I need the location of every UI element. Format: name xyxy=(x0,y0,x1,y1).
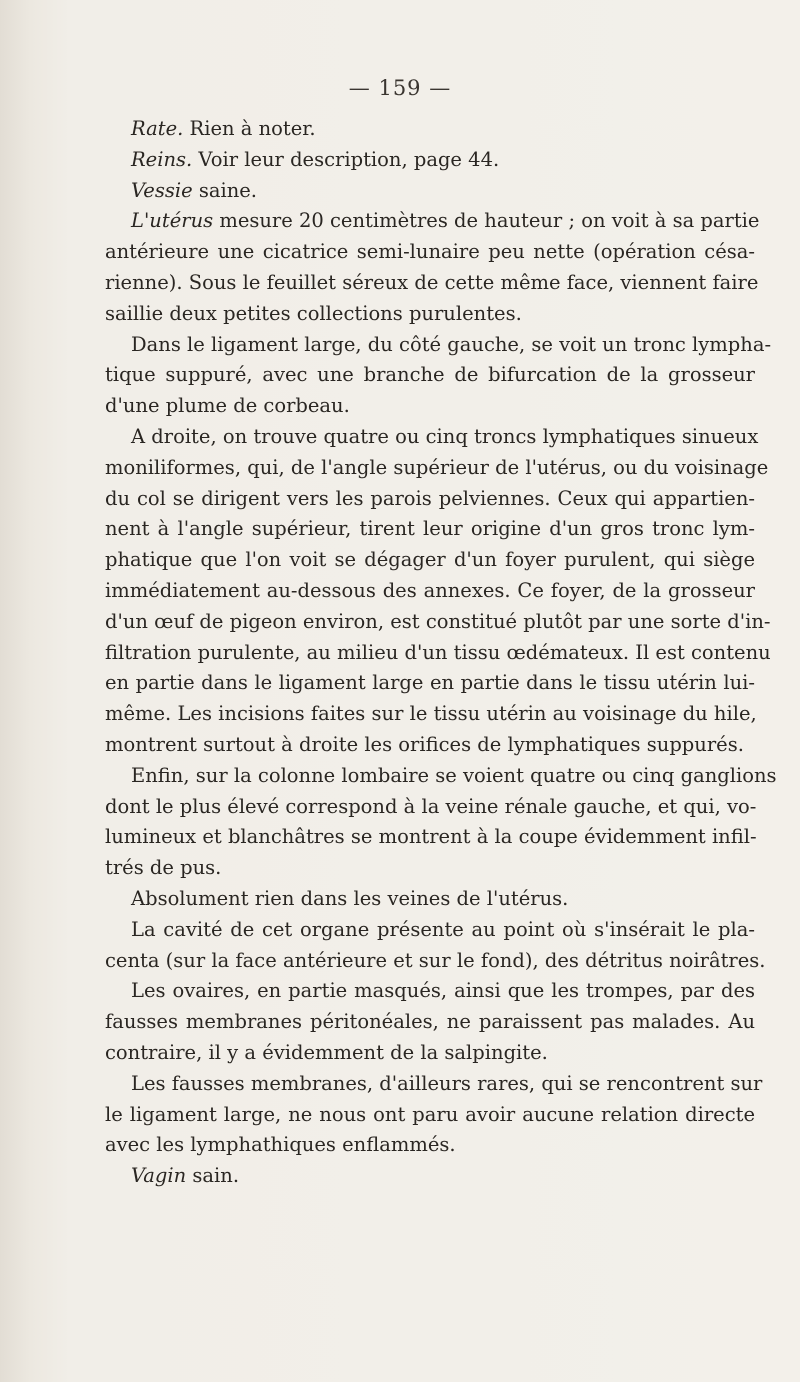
body-text xyxy=(105,114,777,1192)
paragraph-enfin: Enfin, sur la colonne lombaire se voient quatre ou cinq ganglions dont le plus élevé correspond à la veine rénale gauche, et qui, vo- lumineux et blanchâtres se montrent à la coupe évidemment infil- trés de pus. xyxy=(105,763,777,880)
paragraph-cavite: La cavité de cet organe présente au point où s'insérait le pla- centa (sur la face antérieure et sur le fond), des détritus noirâtres. Les ovaires, en partie masqués, ainsi que les trompes, par des fausses membranes péritonéales, ne paraissent pas malades. Au contraire, il y a évidemment de la salpingite. xyxy=(105,917,766,1064)
paragraph-rate: Rate. Rien à noter. xyxy=(131,117,316,140)
paragraph-ligament-gauche: Dans le ligament large, du côté gauche, se voit un tronc lympha- tique suppuré, avec une branche de bifurcation de la grosseur d'une plume de corbeau. xyxy=(105,332,772,418)
label-rate: Rate. xyxy=(131,117,184,140)
paragraph-uterus: L'utérus mesure 20 centimètres de hauteur ; on voit à sa partie antérieure une cicatrice semi-lunaire peu nette (opération césa- rienne). Sous le feuillet séreux de cette même face, viennent faire saillie deux petites collections purulentes. xyxy=(105,209,760,325)
page-number: — 159 — xyxy=(348,76,452,100)
paragraph-fausses-membranes: Les fausses membranes, d'ailleurs rares, qui se rencontrent sur le ligament large, ne nous ont paru avoir aucune relation directe avec les lymphathiques enflammés. xyxy=(105,1071,763,1157)
paragraph-vagin: Vagin sain. xyxy=(131,1164,240,1188)
paragraph-droite: A droite, on trouve quatre ou cinq troncs lymphatiques sinueux moniliformes, qui, de l'angle supérieur de l'utérus, ou du voisinage du col se dirigent vers les parois pelviennes. Ceux qui appartien- nent à l'angle supérieur, tirent leur origine d'un gros tronc lym- phatique que l'on voit se dégager d'un foyer purulent, qui siège immédiatement au-dessous des annexes. Ce foyer, de la grosseur d'un œuf de pigeon environ, est constitué plutôt par une sorte d'in- filtration purulente, au milieu d'un tissu œdémateux. Il est contenu en partie dans le ligament large en partie dans le tissu utérin lui- même. Les incisions faites sur le tissu utérin au voisinage du hile, montrent surtout à droite les orifices de lymphatiques suppurés. xyxy=(105,424,771,756)
label-vagin: Vagin xyxy=(131,1164,187,1188)
paragraph-reins: Reins. Voir leur description, page 44. xyxy=(131,147,500,171)
paragraph-veines: Absolument rien dans les veines de l'utérus. xyxy=(131,886,569,910)
label-vessie: Vessie xyxy=(131,178,193,202)
label-reins: Reins. xyxy=(131,147,193,171)
label-uterus: L'utérus xyxy=(131,209,214,233)
paragraph-vessie: Vessie saine. xyxy=(131,178,257,202)
